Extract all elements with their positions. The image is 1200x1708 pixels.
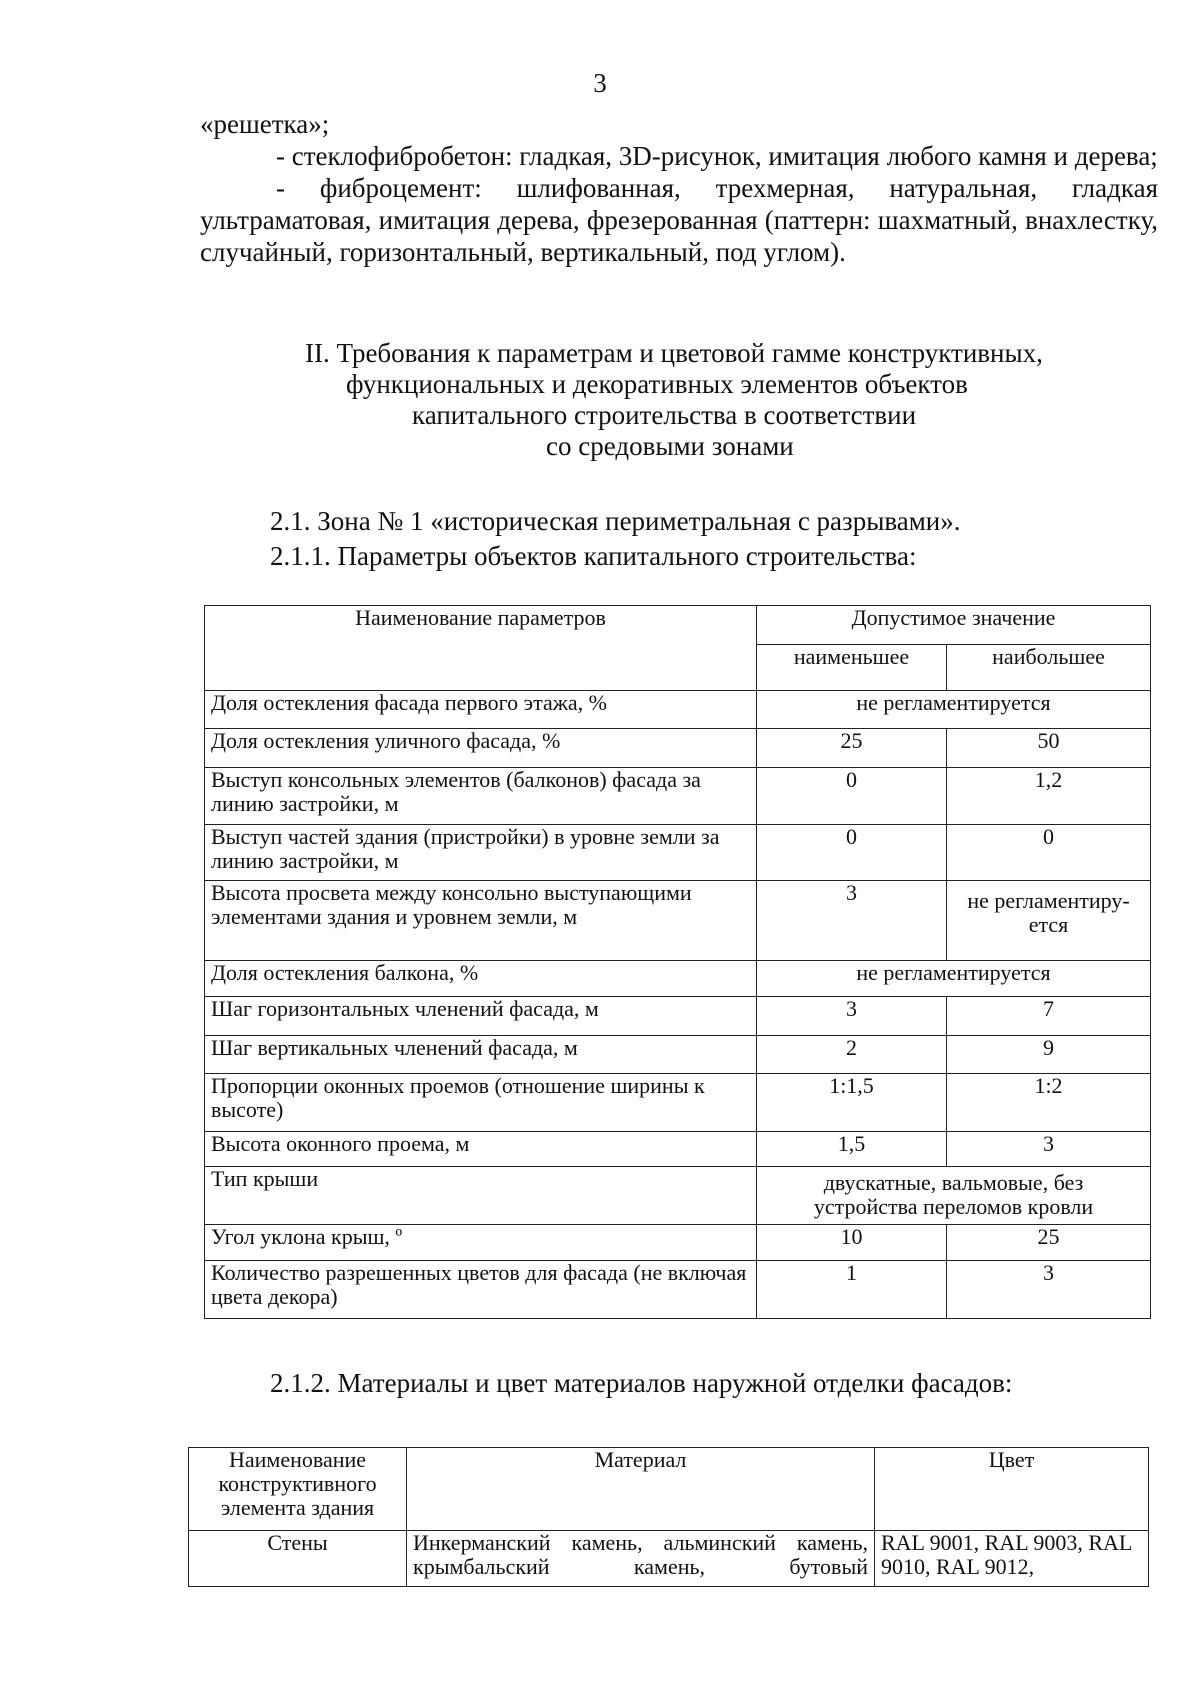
- params-header-value: Допустимое значение: [757, 606, 1151, 645]
- params-header-min: наименьшее: [757, 645, 947, 691]
- table-row: [189, 1531, 1149, 1587]
- section-heading-line-1: II. Требования к параметрам и цветовой гамме конструктивных,: [305, 338, 1043, 368]
- param-value-min: 3: [757, 881, 947, 961]
- param-value-merged: не регламентируется: [757, 691, 1151, 729]
- param-name: Угол уклона крыш, º: [205, 1225, 757, 1261]
- param-value-max: 9: [947, 1036, 1151, 1074]
- param-name: Количество разрешенных цветов для фасада (не включая цвета декора): [205, 1261, 757, 1319]
- params-table: [204, 605, 1151, 1319]
- param-name: Шаг горизонтальных членений фасада, м: [205, 997, 757, 1036]
- params-heading: 2.1.1. Параметры объектов капитального строительства:: [270, 541, 917, 571]
- param-name: Высота оконного проема, м: [205, 1132, 757, 1167]
- param-name: Выступ консольных элементов (балконов) фасада за линию застройки, м: [205, 768, 757, 825]
- param-value-merged: двускатные, вальмовые, без устройства переломов кровли: [757, 1167, 1151, 1225]
- paragraph-fiberglass-concrete: - стеклофибробетон: гладкая, 3D-рисунок, имитация любого камня и дерева;: [276, 141, 1158, 171]
- param-value-max: 25: [947, 1225, 1151, 1261]
- table-row: [205, 1074, 1151, 1132]
- param-value-min: 3: [757, 997, 947, 1036]
- param-value-max: 3: [947, 1261, 1151, 1319]
- param-value-min: 1: [757, 1261, 947, 1319]
- materials-heading: 2.1.2. Материалы и цвет материалов наружной отделки фасадов:: [270, 1368, 1013, 1398]
- table-row: [205, 961, 1151, 997]
- param-name: Высота просвета между консольно выступающими элементами здания и уровнем земли, м: [205, 881, 757, 961]
- table-row: [205, 729, 1151, 768]
- page-number: 3: [593, 68, 607, 98]
- table-row: [205, 1261, 1151, 1319]
- param-name: Тип крыши: [205, 1167, 757, 1225]
- param-name: Шаг вертикальных членений фасада, м: [205, 1036, 757, 1074]
- materials-header-color: Цвет: [875, 1448, 1149, 1531]
- zone-heading: 2.1. Зона № 1 «историческая периметральная с разрывами».: [270, 506, 961, 536]
- param-value-max: 0: [947, 825, 1151, 881]
- param-name: Доля остекления фасада первого этажа, %: [205, 691, 757, 729]
- param-value-max: не регламентиру-ется: [947, 881, 1151, 961]
- param-name: Доля остекления уличного фасада, %: [205, 729, 757, 768]
- material-color: RAL 9001, RAL 9003, RAL 9010, RAL 9012,: [875, 1531, 1149, 1587]
- param-value-merged: не регламентируется: [757, 961, 1151, 997]
- paragraph-grid: «решетка»;: [200, 109, 330, 139]
- params-header-max: наибольшее: [947, 645, 1151, 691]
- param-value-min: 25: [757, 729, 947, 768]
- param-value-max: 3: [947, 1132, 1151, 1167]
- table-row: [205, 768, 1151, 825]
- param-name: Выступ частей здания (пристройки) в уровне земли за линию застройки, м: [205, 825, 757, 881]
- paragraph-fiber-cement: - фиброцемент: шлифованная, трехмерная, натуральная, гладкая ультраматовая, имитация дерева, фрезерованная (паттерн: шахматный, внахлестку, случайный, горизонтальный, вертикальный, под углом).: [200, 173, 1158, 267]
- param-name: Пропорции оконных проемов (отношение ширины к высоте): [205, 1074, 757, 1132]
- param-value-max: 50: [947, 729, 1151, 768]
- table-row: [205, 1036, 1151, 1074]
- section-heading-line-2: функциональных и декоративных элементов объектов: [346, 369, 968, 399]
- materials-header-material: Материал: [407, 1448, 875, 1531]
- table-row: [205, 1167, 1151, 1225]
- param-value-min: 10: [757, 1225, 947, 1261]
- table-row: [205, 997, 1151, 1036]
- material-name: Инкерманский камень, альминский камень, крымбальский камень, бутовый: [407, 1531, 875, 1587]
- body-text: [200, 108, 1158, 268]
- param-value-min: 1,5: [757, 1132, 947, 1167]
- params-header-name: Наименование параметров: [205, 606, 757, 691]
- table-row: [205, 1225, 1151, 1261]
- section-heading-line-3: капитального строительства в соответствии: [412, 400, 917, 430]
- table-row: [205, 1132, 1151, 1167]
- section-heading-line-4: со средовыми зонами: [546, 431, 794, 461]
- param-value-min: 0: [757, 825, 947, 881]
- param-name: Доля остекления балкона, %: [205, 961, 757, 997]
- table-row: [205, 691, 1151, 729]
- param-value-min: 0: [757, 768, 947, 825]
- param-value-max: 1,2: [947, 768, 1151, 825]
- param-value-min: 1:1,5: [757, 1074, 947, 1132]
- table-row: [205, 881, 1151, 961]
- material-element: Стены: [189, 1531, 407, 1587]
- materials-header-element: Наименование конструктивного элемента здания: [189, 1448, 407, 1531]
- param-value-min: 2: [757, 1036, 947, 1074]
- materials-table: [188, 1447, 1149, 1587]
- param-value-max: 1:2: [947, 1074, 1151, 1132]
- param-value-max: 7: [947, 997, 1151, 1036]
- table-row: [205, 825, 1151, 881]
